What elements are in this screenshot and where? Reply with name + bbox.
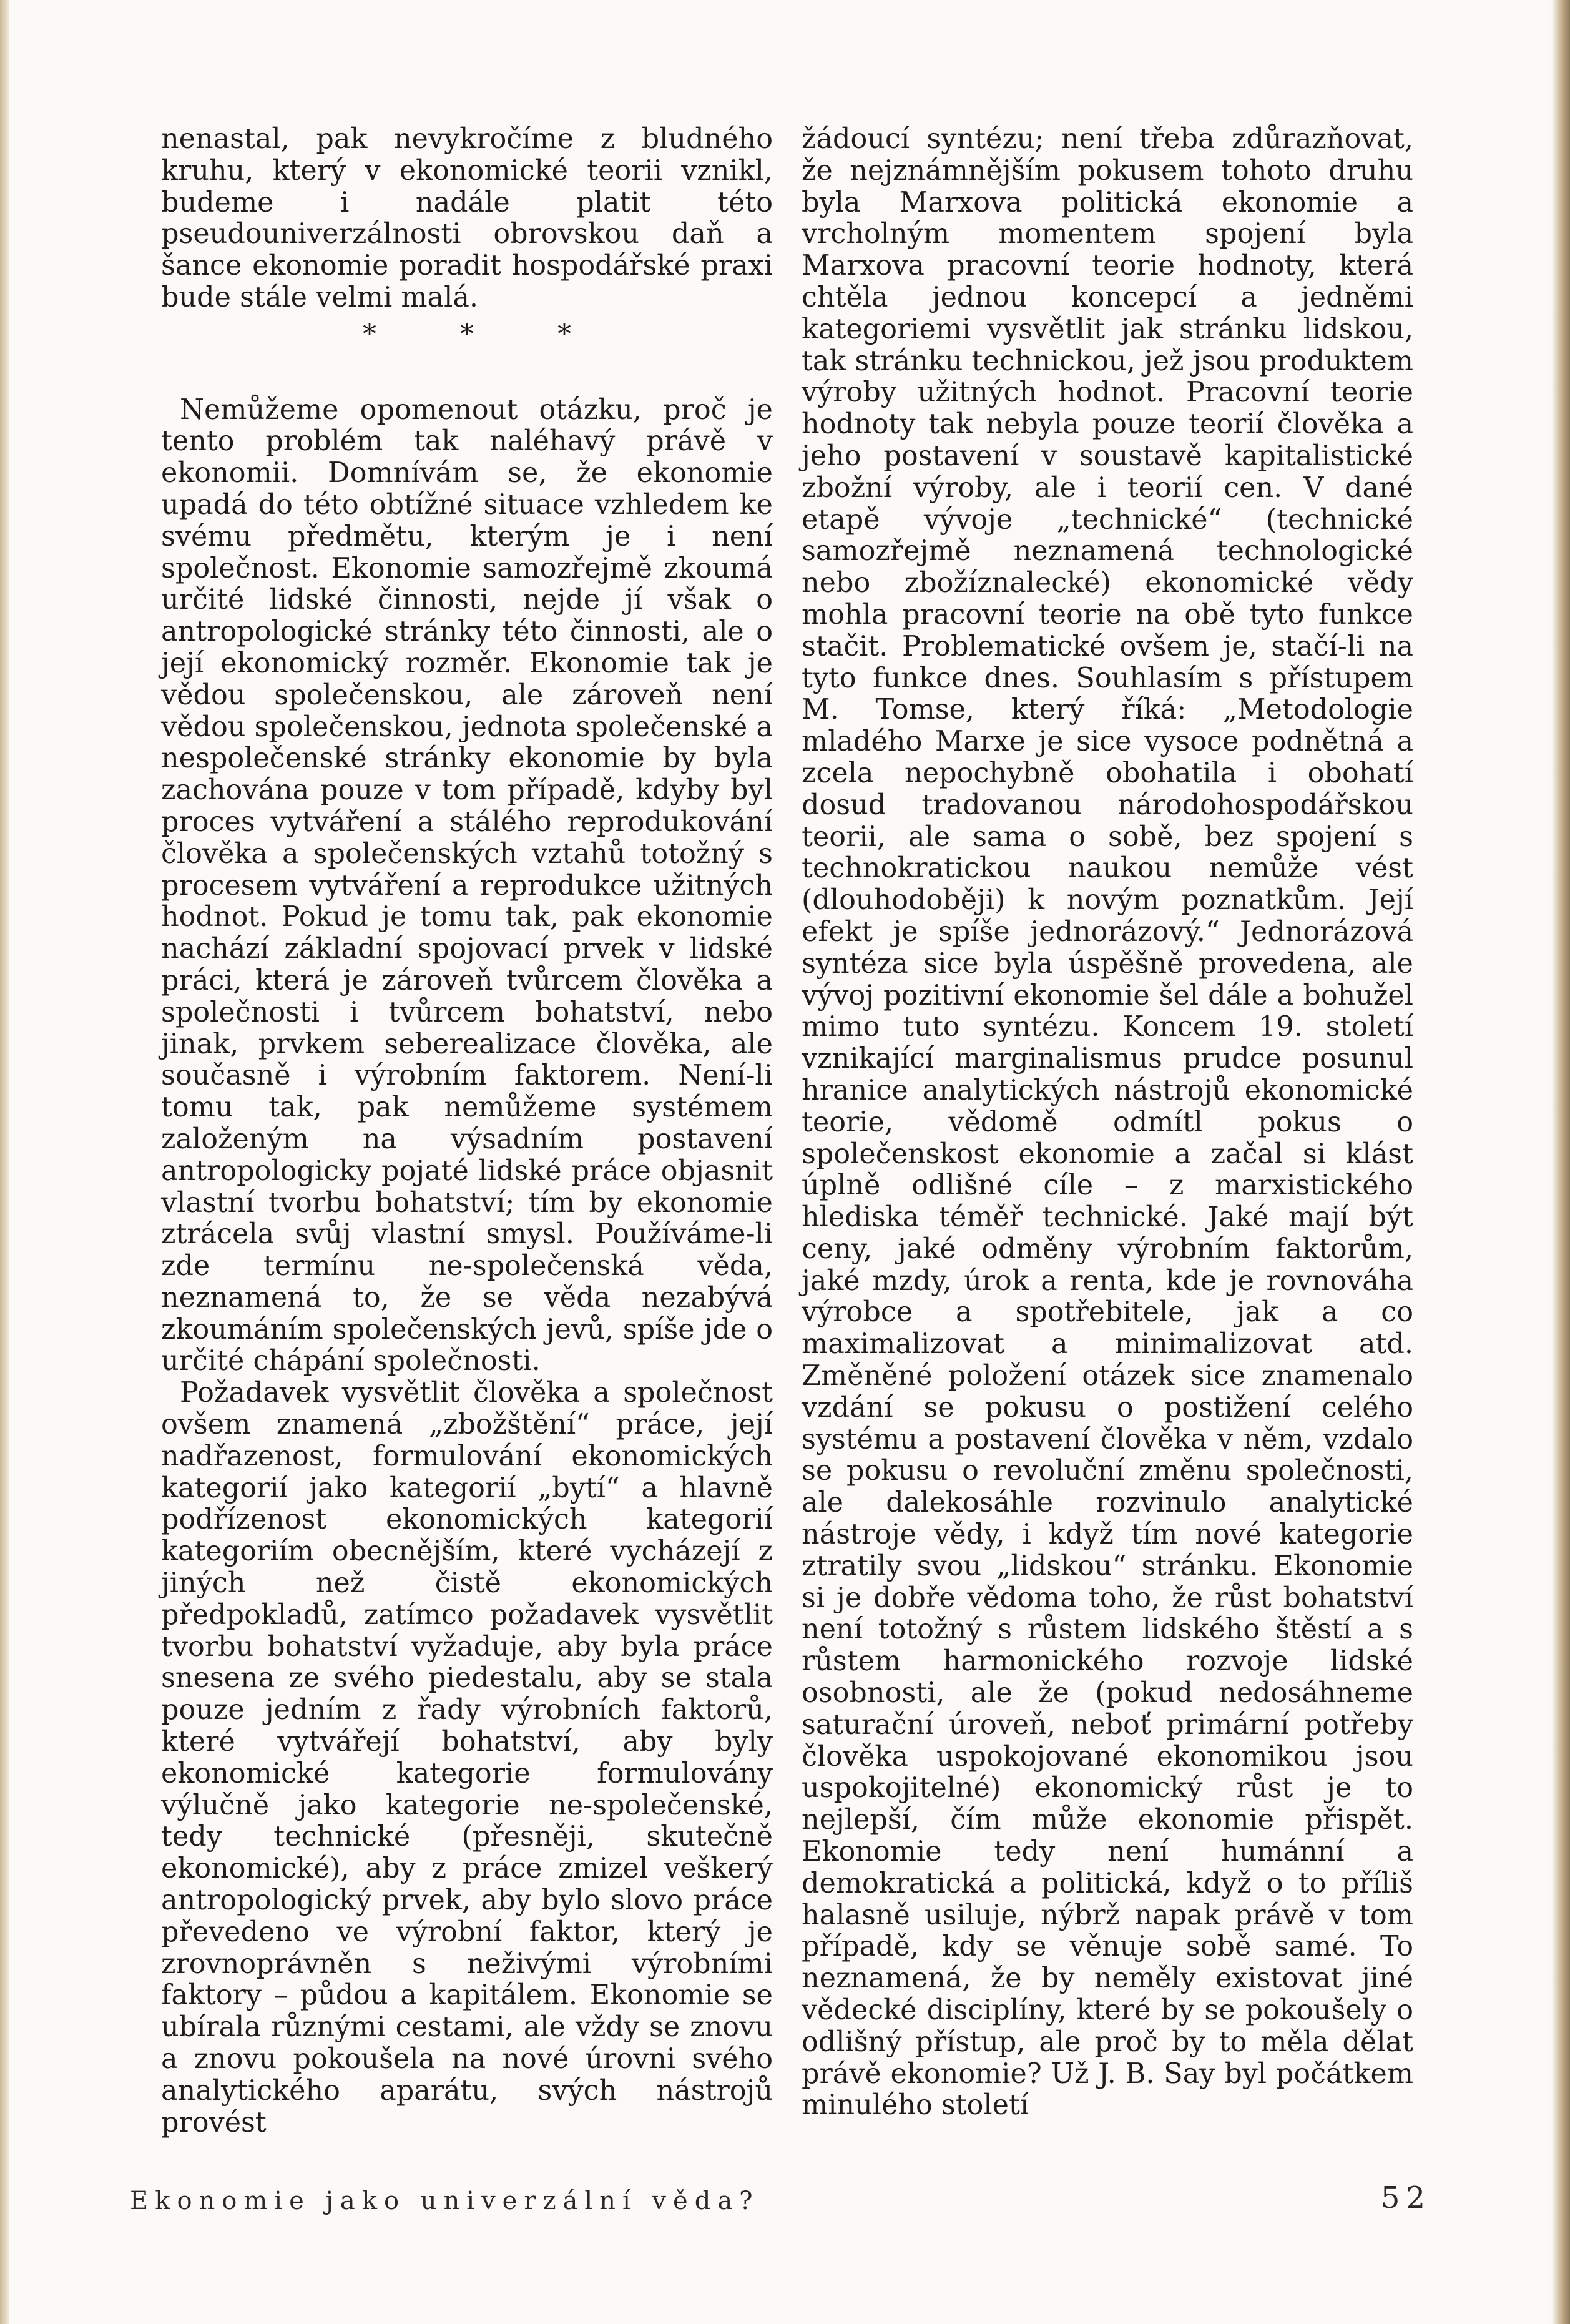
paragraph: Požadavek vysvětlit člověka a společnost ovšem znamená „zbožštění“ práce, její nadřazenost, formulování ekonomických kategorií jako kategorií „bytí“ a hlavně podřízenost ekonomických kategorií kategoriím obecnějším, které vycházejí z jiných než čistě ekonomických předpokladů, zatímco požadavek vysvětlit tvorbu bohatství vyžaduje, aby byla práce snesena ze svého piedestalu, aby se stala pouze jedním z řady výrobních faktorů, které vytvářejí bohatství, aby byly ekonomické kategorie formulovány výlučně jako kategorie ne-společenské, tedy technické (přesněji, skutečně ekonomické), aby z práce zmizel veškerý antropologický prvek, aby bylo slovo práce převedeno ve výrobní faktor, který je zrovnoprávněn s neživými výrobními faktory – půdou a kapitálem. Ekonomie se ubírala různými cestami, ale vždy se znovu a znovu pokoušela na nové úrovni svého analytického aparátu, svých nástrojů provést [161,1377,773,2139]
page-number: 52 [1380,2180,1431,2215]
page-edge-left [0,0,9,2324]
section-separator: * * * [363,318,609,350]
paragraph: žádoucí syntézu; není třeba zdůrazňovat, že nejznámnějším pokusem tohoto druhu byla Marxova politická ekonomie a vrcholným momentem spojení byla Marxova pracovní teorie hodnoty, která chtěla jednou koncepcí a jedněmi kategoriemi vysvětlit jak stránku lidskou, tak stránku technickou, jež jsou produktem výroby užitných hodnot. Pracovní teorie hodnoty tak nebyla pouze teorií člověka a jeho postavení v soustavě kapitalistické zbožní výroby, ale i teorií cen. V dané etapě vývoje „technické“ (technické samozřejmě neznamená technologické nebo zbožíznalecké) ekonomické vědy mohla pracovní teorie na obě tyto funkce stačit. Problematické ovšem je, stačí-li na tyto funkce dnes. Souhlasím s přístupem M. Tomse, který říká: „Metodologie mladého Marxe je sice vysoce podnětná a zcela nepochybně obohatila i obohatí dosud tradovanou národohospodářskou teorii, ale sama o sobě, bez spojení s technokratickou naukou nemůže vést (dlouhodoběji) k novým poznatkům. Její efekt je spíše jednorázový.“ Jednorázová syntéza sice byla úspěšně provedena, ale vývoj pozitivní ekonomie šel dále a bohužel mimo tuto syntézu. Koncem 19. století vznikající marginalismus prudce posunul hranice analytických nástrojů ekonomické teorie, vědomě odmítl pokus o společenskost ekonomie a začal si klást úplně odlišné cíle – z marxistického hlediska téměř technické. Jaké mají být ceny, jaké odměny výrobním faktorům, jaké mzdy, úrok a renta, kde je rovnováha výrobce a spotřebitele, jak a co maximalizovat a minimalizovat atd. Změněné položení otázek sice znamenalo vzdání se pokusu o postižení celého systému a postavení člověka v něm, vzdalo se pokusu o revoluční změnu společnosti, ale dalekosáhle rozvinulo analytické nástroje vědy, i když tím nové kategorie ztratily svou „lidskou“ stránku. Ekonomie si je dobře vědoma toho, že růst bohatství není totožný s růstem lidského štěstí a s růstem harmonického rozvoje lidské osobnosti, ale že (pokud nedosáhneme saturační úroveň, neboť primární potřeby člověka uspokojované ekonomikou jsou uspokojitelné) ekonomický růst je to nejlepší, čím může ekonomie přispět. Ekonomie tedy není humánní a demokratická a politická, když o to příliš halasně usiluje, nýbrž napak právě v tom případě, kdy se věnuje sobě samé. To neznamená, že by neměly existovat jiné vědecké disciplíny, které by se pokoušely o odlišný přístup, ale proč by to měla dělat právě ekonomie? Už J. B. Say byl počátkem minulého století [802,123,1413,2122]
running-footer-title: Ekonomie jako univerzální věda? [130,2187,760,2215]
page-edge-right [1551,0,1570,2324]
right-column [802,124,1413,2122]
paragraph: nenastal, pak nevykročíme z bludného kruhu, který v ekonomické teorii vznikl, budeme i nadále platit této pseudouniverzálnosti obrovskou daň a šance ekonomie poradit hospodářské praxi bude stále velmi malá. [161,123,773,313]
paragraph: Nemůžeme opomenout otázku, proč je tento problém tak naléhavý právě v ekonomii. Domnívám se, že ekonomie upadá do této obtížné situace vzhledem ke svému předmětu, kterým je i není společnost. Ekonomie samozřejmě zkoumá určité lidské činnosti, nejde jí však o antropologické stránky této činnosti, ale o její ekonomický rozměr. Ekonomie tak je vědou společenskou, ale zároveň není vědou společenskou, jednota společenské a nespolečenské stránky ekonomie by byla zachována pouze v tom případě, kdyby byl proces vytváření a stálého reprodukování člověka a společenských vztahů totožný s procesem vytváření a reprodukce užitných hodnot. Pokud je tomu tak, pak ekonomie nachází základní spojovací prvek v lidské práci, která je zároveň tvůrcem člověka a společnosti i tvůrcem bohatství, nebo jinak, prvkem seberealizace člověka, ale současně i výrobním faktorem. Není-li tomu tak, pak nemůžeme systémem založeným na výsadním postavení antropologicky pojaté lidské práce objasnit vlastní tvorbu bohatství; tím by ekonomie ztrácela svůj vlastní smysl. Používáme-li zde termínu ne-společenská věda, neznamená to, že se věda nezabývá zkoumáním společenských jevů, spíše jde o určité chápání společnosti. [161,393,773,1377]
left-column [161,124,773,2139]
